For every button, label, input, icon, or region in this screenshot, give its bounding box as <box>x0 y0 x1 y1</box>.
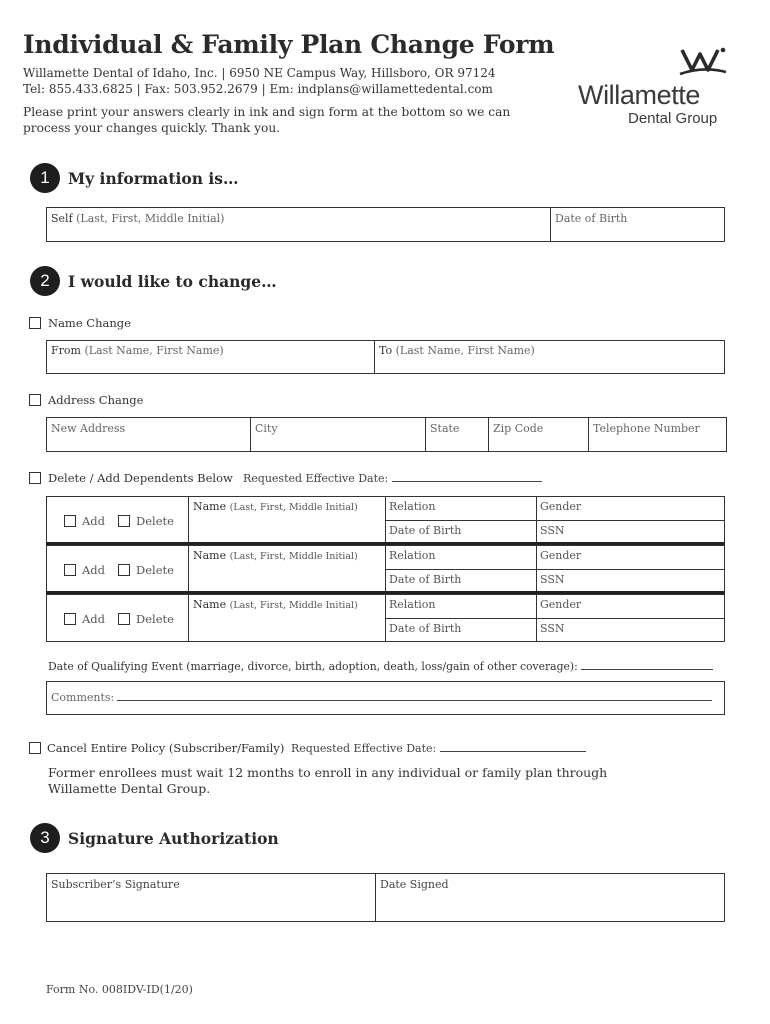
gender-label[interactable]: Gender <box>540 598 582 611</box>
logo-subtitle: Dental Group <box>628 110 718 127</box>
dependent-name-field[interactable] <box>193 598 358 611</box>
relation-label[interactable]: Relation <box>389 598 436 611</box>
delete-label: Delete <box>136 612 174 626</box>
new-address-label[interactable]: New Address <box>51 422 126 435</box>
city-label: City <box>255 422 278 435</box>
name-hint: (Last, First, Middle Initial) <box>229 502 358 513</box>
ssn-label[interactable]: SSN <box>540 622 565 635</box>
add-checkbox[interactable] <box>64 613 76 625</box>
section-2-title: I would like to change… <box>68 272 277 291</box>
name-change-box <box>46 340 725 374</box>
date-signed-cell[interactable] <box>375 874 449 921</box>
add-label: Add <box>82 612 106 626</box>
form-title: Individual & Family Plan Change Form <box>23 30 555 59</box>
name-hint: (Last, First, Middle Initial) <box>229 551 358 562</box>
relation-label[interactable]: Relation <box>389 549 436 562</box>
add-checkbox[interactable] <box>64 515 76 527</box>
willamette-logo-icon <box>678 44 728 80</box>
ssn-label[interactable]: SSN <box>540 524 565 537</box>
cancel-note: Former enrollees must wait 12 months to enroll in any individual or family plan through Willamette Dental Group. <box>48 765 608 796</box>
add-label: Add <box>82 563 106 577</box>
delete-checkbox[interactable] <box>118 613 130 625</box>
section-3-number: 3 <box>30 823 60 853</box>
comments-field <box>51 691 712 704</box>
signature-box <box>46 873 725 922</box>
name-label: Name <box>193 549 227 562</box>
delete-checkbox[interactable] <box>118 564 130 576</box>
zip-cell[interactable] <box>488 418 544 451</box>
company-address: Willamette Dental of Idaho, Inc. | 6950 NE Campus Way, Hillsboro, OR 97124 <box>23 66 496 80</box>
cancel-policy-checkbox[interactable] <box>29 742 41 754</box>
from-label: From <box>51 344 81 357</box>
dependent-row <box>46 545 725 593</box>
gender-label[interactable]: Gender <box>540 549 582 562</box>
self-hint: (Last, First, Middle Initial) <box>76 212 225 225</box>
from-field[interactable] <box>51 344 224 357</box>
to-field <box>379 344 535 357</box>
add-checkbox[interactable] <box>64 564 76 576</box>
self-label: Self <box>51 212 73 225</box>
from-hint: (Last Name, First Name) <box>84 344 224 357</box>
cancel-effective-date-label: Requested Effective Date: <box>291 742 437 755</box>
name-hint: (Last, First, Middle Initial) <box>229 600 358 611</box>
form-number: Form No. 008IDV-ID(1/20) <box>46 983 193 996</box>
date-signed-label: Date Signed <box>380 878 449 891</box>
logo-name: Willamette <box>578 80 701 110</box>
state-cell[interactable] <box>425 418 460 451</box>
section-2-number: 2 <box>30 266 60 296</box>
delete-label: Delete <box>136 514 174 528</box>
dependent-dob-label[interactable]: Date of Birth <box>389 622 462 635</box>
section-1-number: 1 <box>30 163 60 193</box>
dob-label: Date of Birth <box>555 212 628 225</box>
name-label: Name <box>193 500 227 513</box>
name-label: Name <box>193 598 227 611</box>
dependent-name-field[interactable] <box>193 500 358 513</box>
to-cell[interactable] <box>374 341 535 373</box>
to-label: To <box>379 344 393 357</box>
relation-label[interactable]: Relation <box>389 500 436 513</box>
qualifying-event-line[interactable] <box>581 660 713 670</box>
comments-box[interactable] <box>46 681 725 715</box>
dob-cell[interactable] <box>550 208 628 241</box>
dependents-label: Delete / Add Dependents Below <box>48 471 233 485</box>
section-3-title: Signature Authorization <box>68 829 279 848</box>
dependents-checkbox[interactable] <box>29 472 41 484</box>
name-change-label: Name Change <box>48 316 131 330</box>
delete-label: Delete <box>136 563 174 577</box>
comments-label: Comments: <box>51 691 115 704</box>
dependent-name-field[interactable] <box>193 549 358 562</box>
dependents-effective-date-label: Requested Effective Date: <box>243 472 389 485</box>
name-change-checkbox[interactable] <box>29 317 41 329</box>
address-change-checkbox[interactable] <box>29 394 41 406</box>
cancel-effective-date-line[interactable] <box>440 742 586 752</box>
to-hint: (Last Name, First Name) <box>395 344 535 357</box>
state-label: State <box>430 422 460 435</box>
self-field[interactable] <box>51 212 224 225</box>
section-1-title: My information is… <box>68 169 239 188</box>
gender-label[interactable]: Gender <box>540 500 582 513</box>
address-change-box <box>46 417 727 452</box>
subscriber-signature-label[interactable]: Subscriber’s Signature <box>51 878 180 891</box>
qualifying-event-label: Date of Qualifying Event (marriage, divorce, birth, adoption, death, loss/gain of other coverage): <box>48 660 578 673</box>
cancel-policy-label: Cancel Entire Policy (Subscriber/Family) <box>47 741 285 755</box>
dependents-effective-date <box>243 472 542 485</box>
add-label: Add <box>82 514 106 528</box>
delete-checkbox[interactable] <box>118 515 130 527</box>
address-change-label: Address Change <box>48 393 144 407</box>
dependent-dob-label[interactable]: Date of Birth <box>389 573 462 586</box>
telephone-label: Telephone Number <box>593 422 700 435</box>
ssn-label[interactable]: SSN <box>540 573 565 586</box>
dependent-row <box>46 594 725 642</box>
cancel-effective-date <box>291 742 586 755</box>
comments-line <box>117 691 712 701</box>
intro-text: Please print your answers clearly in ink and sign form at the bottom so we can process your changes quickly. Thank you. <box>23 105 511 135</box>
city-cell[interactable] <box>250 418 278 451</box>
dependents-effective-date-line[interactable] <box>392 472 542 482</box>
dependent-row <box>46 496 725 544</box>
zip-label: Zip Code <box>493 422 544 435</box>
company-contact: Tel: 855.433.6825 | Fax: 503.952.2679 | Em: indplans@willamettedental.com <box>23 82 493 96</box>
my-info-box <box>46 207 725 242</box>
telephone-cell[interactable] <box>588 418 700 451</box>
dependent-dob-label[interactable]: Date of Birth <box>389 524 462 537</box>
qualifying-event <box>48 660 713 673</box>
